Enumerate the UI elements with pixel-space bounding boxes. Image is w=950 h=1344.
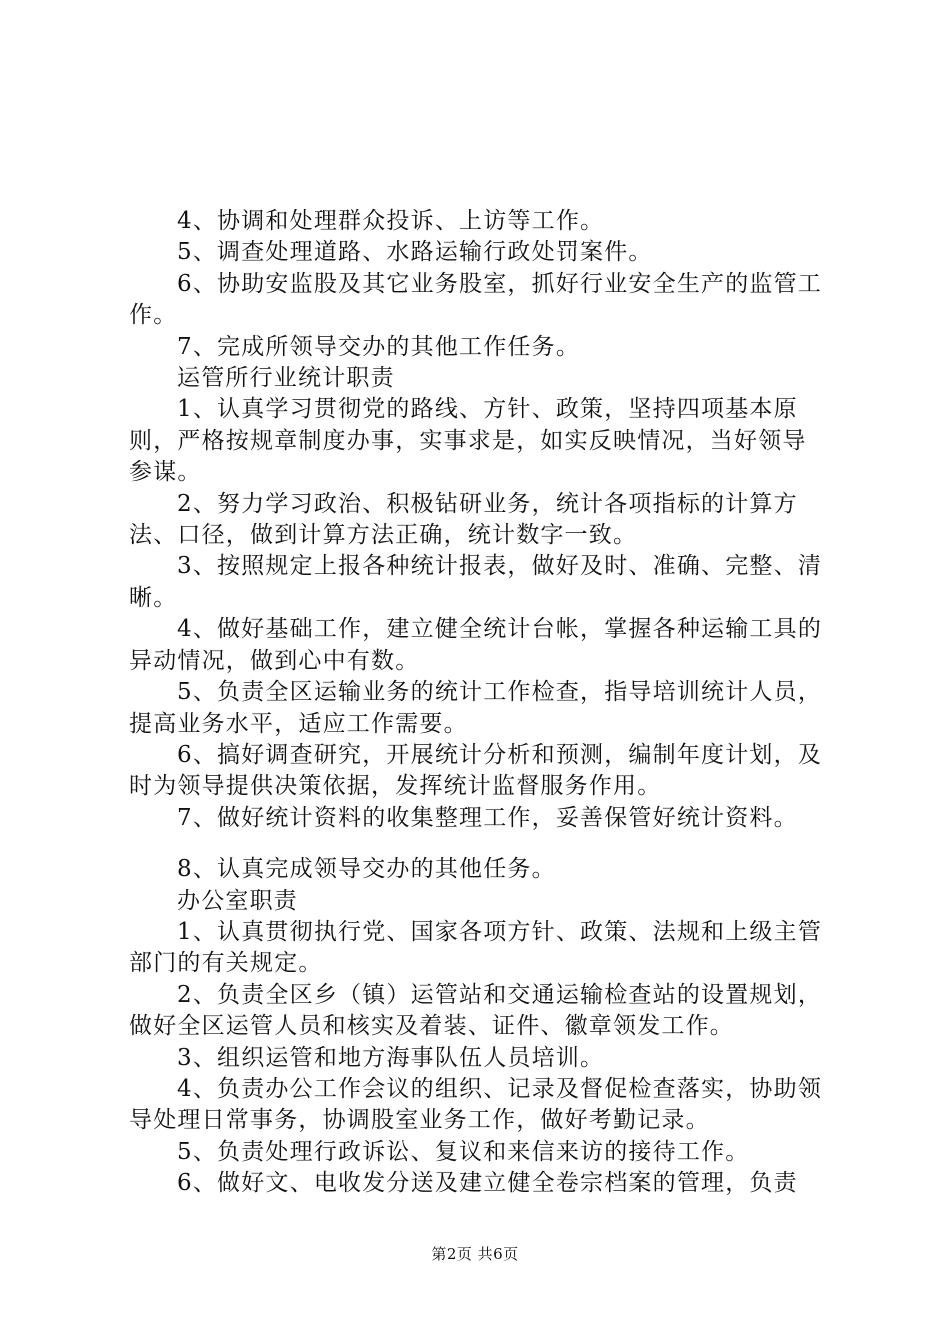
document-body — [129, 206, 829, 1200]
paragraph: 6、协助安监股及其它业务股室，抓好行业安全生产的监管工作。 — [129, 270, 823, 329]
paragraph: 5、负责处理行政诉讼、复议和来信来访的接待工作。 — [177, 1138, 750, 1165]
paragraph: 4、协调和处理群众投诉、上访等工作。 — [177, 208, 605, 234]
paragraph: 4、做好基础工作，建立健全统计台帐，掌握各种运输工具的异动情况，做到心中有数。 — [129, 616, 823, 674]
paragraph: 7、完成所领导交办的其他工作任务。 — [177, 333, 581, 360]
paragraph: 3、组织运管和地方海事队伍人员培训。 — [177, 1044, 605, 1071]
paragraph: 4、负责办公工作会议的组织、记录及督促检查落实，协助领导处理日常事务，协调股室业务工作，做好考勤记录。 — [129, 1075, 823, 1134]
paragraph: 7、做好统计资料的收集整理工作，妥善保管好统计资料。 — [177, 804, 798, 831]
paragraph: 6、做好文、电收发分送及建立健全卷宗档案的管理，负责 — [177, 1170, 798, 1197]
paragraph: 6、搞好调查研究，开展统计分析和预测，编制年度计划，及时为领导提供决策依据，发挥统计监督服务作用。 — [129, 741, 823, 800]
paragraph: 2、负责全区乡（镇）运管站和交通运输检查站的设置规划，做好全区运管人员和核实及着装、证件、徽章领发工作。 — [129, 981, 823, 1040]
paragraph: 3、按照规定上报各种统计报表，做好及时、准确、完整、清晰。 — [129, 553, 823, 611]
section-heading: 办公室职责 — [177, 887, 298, 914]
paragraph: 1、认真贯彻执行党、国家各项方针、政策、法规和上级主管部门的有关规定。 — [129, 918, 823, 977]
section-heading: 运管所行业统计职责 — [177, 365, 395, 392]
paragraph: 5、调查处理道路、水路运输行政处罚案件。 — [177, 239, 653, 266]
paragraph: 5、负责全区运输业务的统计工作检查，指导培训统计人员，提高业务水平，适应工作需要。 — [129, 679, 823, 737]
page-number-footer: 第2页 共6页 — [431, 1245, 519, 1263]
paragraph: 2、努力学习政治、积极钻研业务，统计各项指标的计算方法、口径，做到计算方法正确，统计数字一致。 — [129, 490, 798, 549]
paragraph: 1、认真学习贯彻党的路线、方针、政策，坚持四项基本原则，严格按规章制度办事，实事求是，如实反映情况，当好领导参谋。 — [129, 396, 807, 486]
paragraph: 8、认真完成领导交办的其他任务。 — [177, 856, 556, 883]
